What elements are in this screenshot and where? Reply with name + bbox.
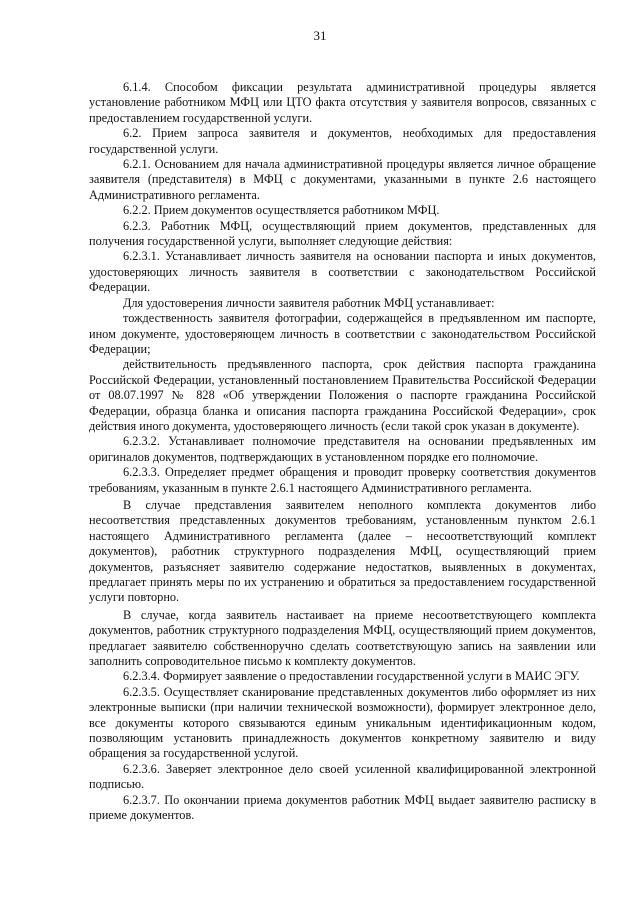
document-body [89, 80, 596, 824]
paragraph-6-2-3-6: 6.2.3.6. Заверяет электронное дело своей усиленной квалифицированной электронной подписью. [89, 761, 596, 792]
paragraph-6-2-3-7: 6.2.3.7. По окончании приема документов работник МФЦ выдает заявителю расписку в приеме документов. [89, 792, 596, 823]
page-number: 31 [313, 28, 327, 43]
paragraph-incomplete-set: В случае представления заявителем неполного комплекта документов либо несоответствия представленных документов требованиям, установленным пунктом 2.6.1 настоящего Административного регламента (далее – несоответствующий комплект документов), работник структурного подразделения МФЦ, осуществляющий прием документов, разъясняет заявителю содержание недостатков, выявленных в документах, предлагает принять меры по их устранению и обратиться за предоставлением государственной услуги повторно. [89, 497, 596, 605]
paragraph-6-1-4: 6.1.4. Способом фиксации результата административной процедуры является установление работником МФЦ или ЦТО факта отсутствия у заявителя вопросов, связанных с предоставлением государственной услуги. [89, 80, 596, 125]
paragraph-6-2-3-4: 6.2.3.4. Формирует заявление о предоставлении государственной услуги в МАИС ЭГУ. [123, 669, 580, 684]
paragraph-applicant-insists: В случае, когда заявитель настаивает на приеме несоответствующего комплекта документов, работник структурного подразделения МФЦ, осуществляющий прием документов, предлагает заявителю собственноручно сделать соответствующую запись на заявлении или заполнить сопроводительное письмо к комплекту документов. [89, 607, 596, 669]
paragraph-6-2-1: 6.2.1. Основанием для начала административной процедуры является личное обращение заявителя (представителя) в МФЦ с документами, указанными в пункте 2.6 настоящего Административного регламента. [89, 157, 596, 202]
paragraph-6-2-2: 6.2.2. Прием документов осуществляется работником МФЦ. [123, 203, 440, 218]
paragraph-photo-identity: тождественность заявителя фотографии, содержащейся в предъявленном им паспорте, ином документе, удостоверяющем личность в соответствии с законодательством Российской Федерации; [89, 311, 596, 356]
paragraph-6-2-3-3: 6.2.3.3. Определяет предмет обращения и проводит проверку соответствия документов требованиям, указанным в пункте 2.6.1 настоящего Административного регламента. [89, 465, 596, 495]
paragraph-6-2: 6.2. Прием запроса заявителя и документов, необходимых для предоставления государственной услуги. [89, 126, 596, 156]
paragraph-identity-intro: Для удостоверения личности заявителя работник МФЦ устанавливает: [123, 295, 495, 310]
paragraph-6-2-3-1: 6.2.3.1. Устанавливает личность заявителя на основании паспорта и иных документов, удостоверяющих личность заявителя в соответствии с законодательством Российской Федерации. [89, 249, 596, 295]
paragraph-passport-validity: действительность предъявленного паспорта, срок действия паспорта гражданина Российской Федерации, установленный постановлением Правительства Российской Федерации от 08.07.1997 № 828 «Об утверждении Положения о паспорте гражданина Российской Федерации, образца бланка и описания паспорта гражданина Российской Федерации», срок действия иного документа, удостоверяющего личность (если такой срок указан в документе). [89, 357, 596, 433]
paragraph-6-2-3-5: 6.2.3.5. Осуществляет сканирование представленных документов либо оформляет из них электронные выписки (при наличии технической возможности), формирует электронное дело, все документы которого связываются единым уникальным идентификационным кодом, позволяющим установить принадлежность документов конкретному заявителю и виду обращения за государственной услугой. [89, 684, 596, 761]
paragraph-6-2-3-2: 6.2.3.2. Устанавливает полномочие представителя на основании предъявленных им оригиналов документов, подтверждающих в установленном порядке его полномочие. [89, 434, 596, 464]
paragraph-6-2-3: 6.2.3. Работник МФЦ, осуществляющий прием документов, представленных для получения государственной услуги, выполняет следующие действия: [89, 218, 596, 249]
